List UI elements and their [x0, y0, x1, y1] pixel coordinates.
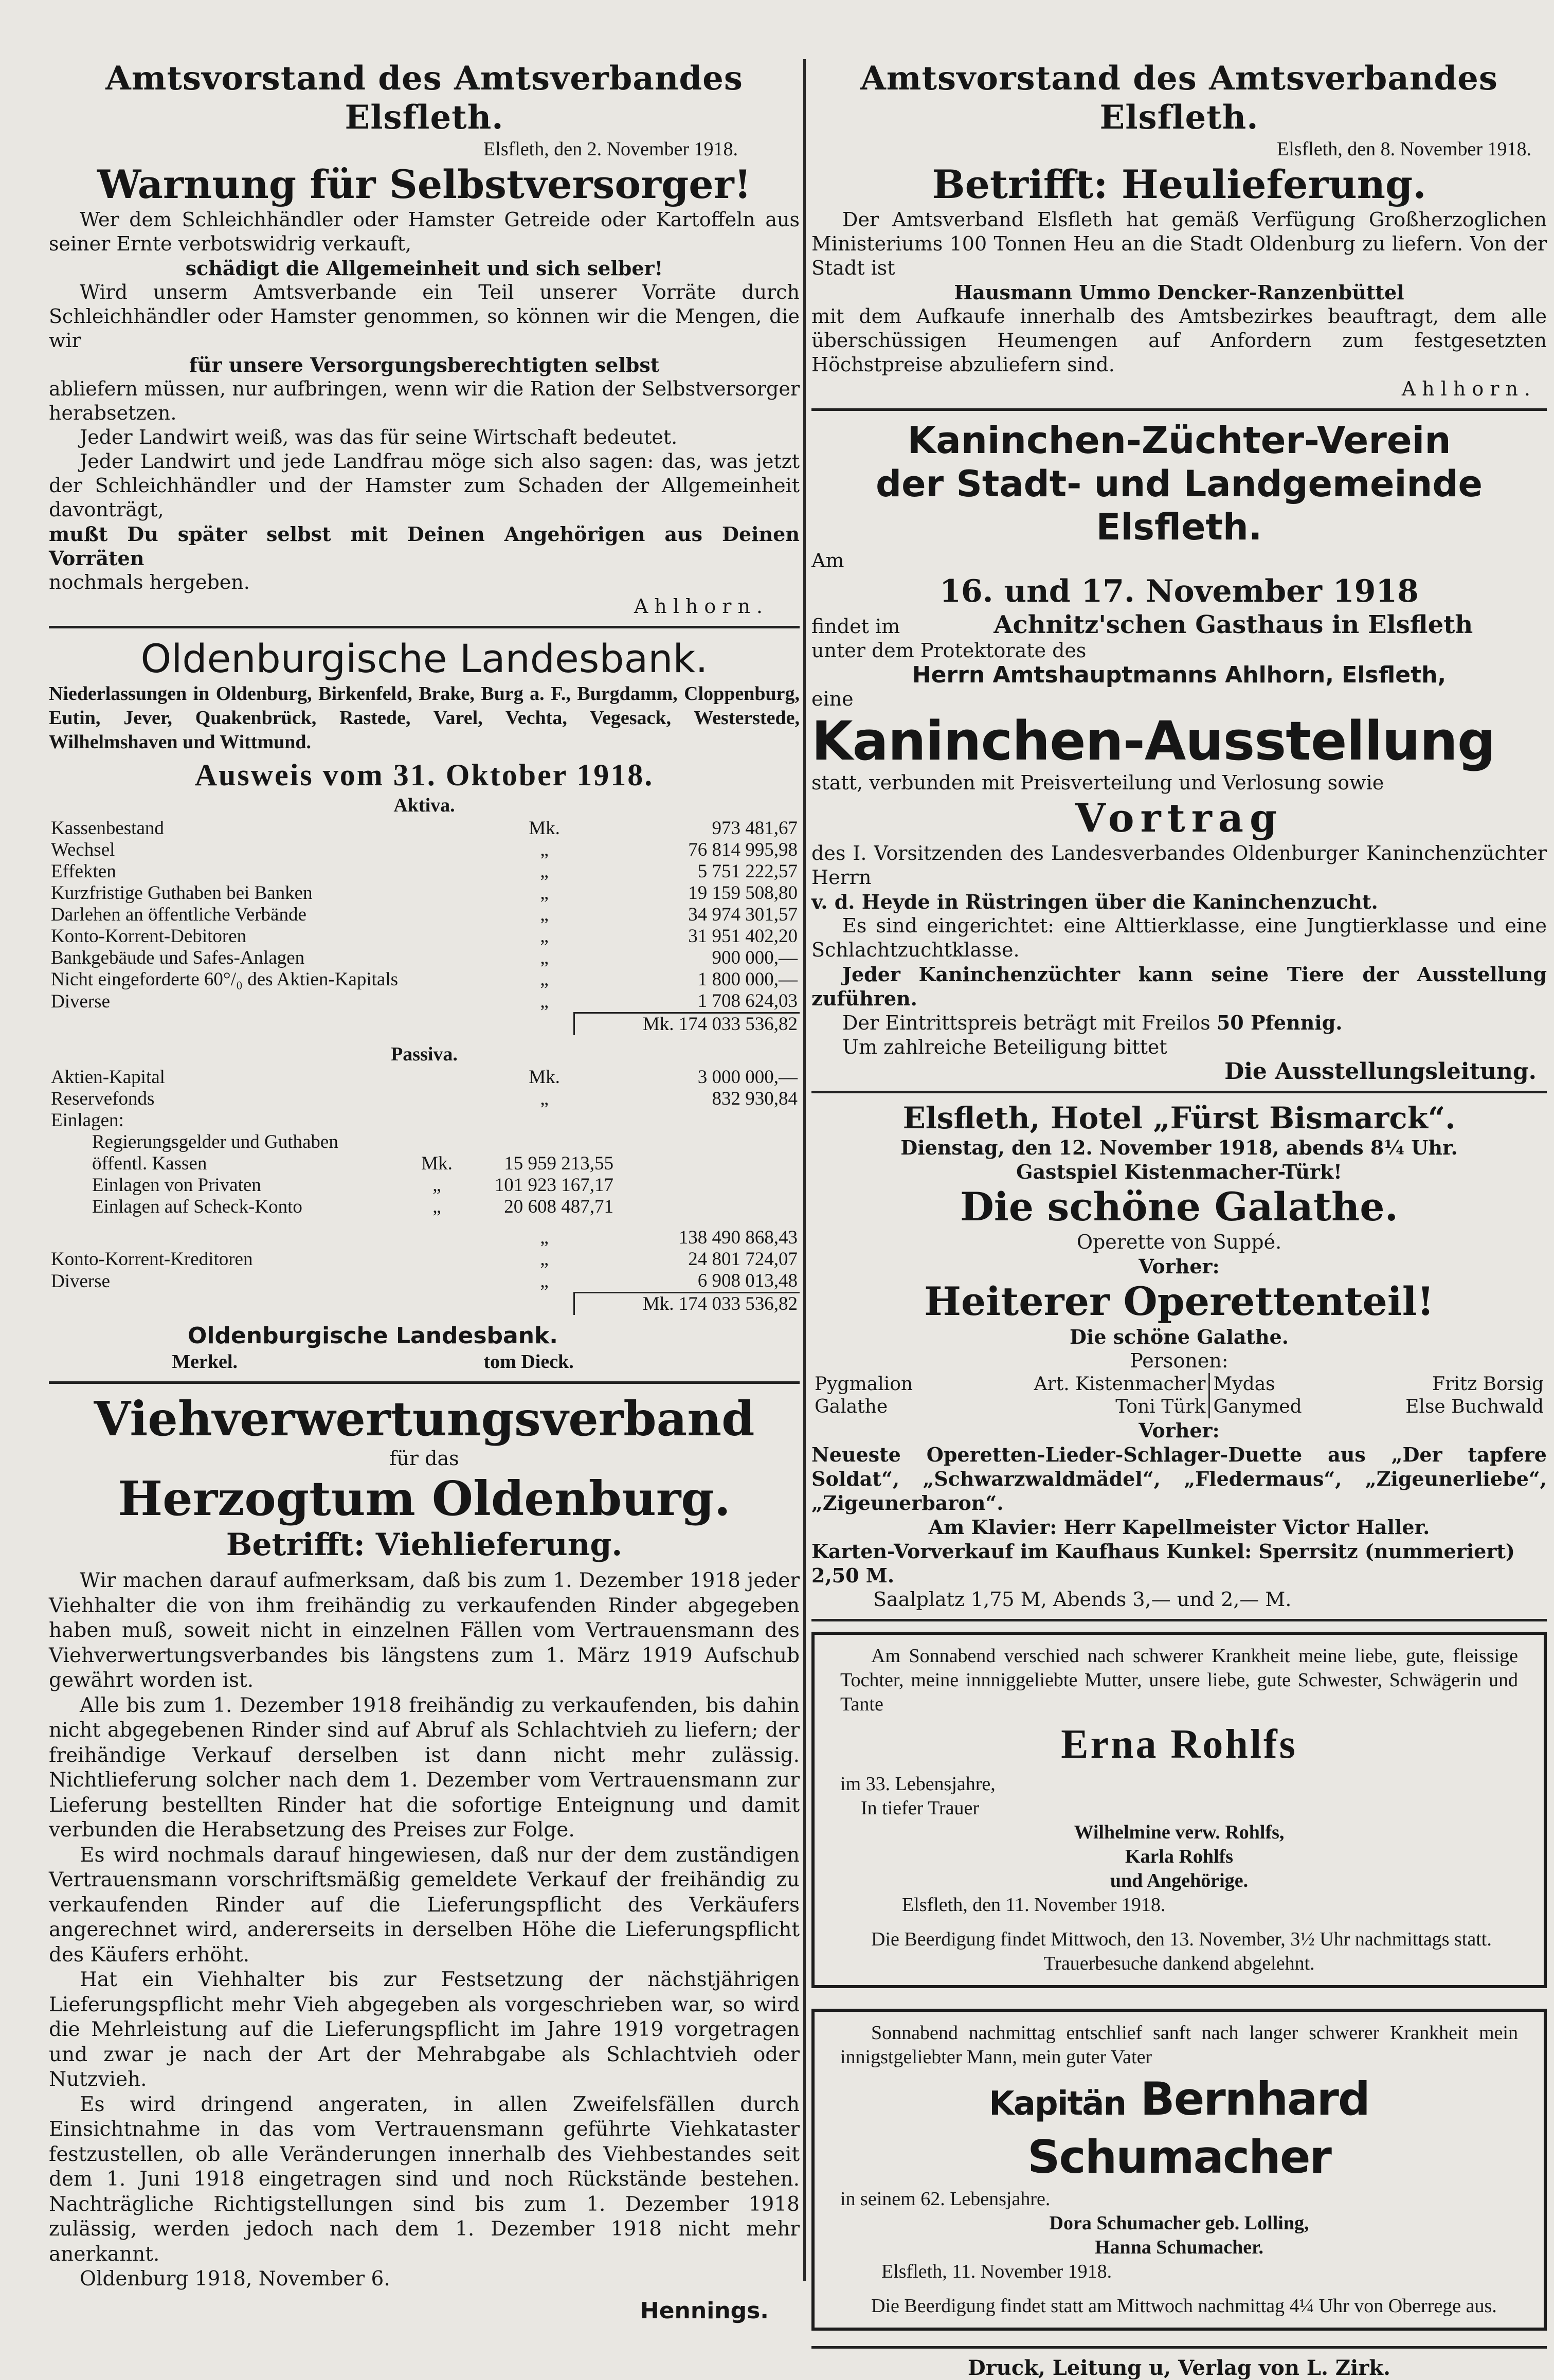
club-subtitle: der Stadt- und Landgemeinde Elsfleth. [876, 463, 1483, 548]
rabbit-text: Es sind eingerichtet: eine Alttierklasse, eine Jungtierklasse und eine Schlachtzuchtklasse. [811, 914, 1547, 961]
ledger-currency: Mk. [421, 1153, 453, 1174]
left-column [49, 59, 800, 2325]
ledger-amount: 15 959 213,55 [504, 1153, 613, 1174]
rabbit-text: findet im [811, 615, 900, 638]
ledger-label [49, 1227, 514, 1249]
ledger-currency: „ [540, 1249, 549, 1270]
rabbit-speaker: v. d. Heyde in Rüstringen über die Kaninchenzucht. [811, 890, 1378, 913]
passiva-total: Mk. 174 033 536,82 [574, 1293, 800, 1315]
ledger-label: Konto-Korrent-Debitoren [51, 926, 247, 947]
vieh-signature: Hennings. [640, 2297, 769, 2324]
cast-role: Ganymed [1213, 1396, 1302, 1417]
rabbit-exhibition-ad [811, 418, 1547, 1084]
ledger-currency [416, 1131, 458, 1153]
aktiva-label: Aktiva. [393, 795, 455, 816]
death-intro: Am Sonnabend verschied nach schwerer Krankheit meine liebe, gute, fleissige Tochter, meine innniggeliebte Mutter, unsere liebe, gute Schwester, Schwägerin und Tante [840, 1645, 1518, 1715]
ledger-currency: „ [540, 969, 549, 990]
notice-line: nochmals hergeben. [49, 571, 250, 593]
vieh-fuer: für das [389, 1447, 459, 1470]
theater-part: Heiterer Operettenteil! [924, 1278, 1434, 1324]
cast-actor: Art. Kistenmacher [959, 1373, 1209, 1396]
section-divider [811, 1091, 1547, 1093]
ledger-row [90, 1153, 616, 1175]
deceased-name: Erna Rohlfs [1061, 1722, 1297, 1767]
theater-play: Die schöne Galathe. [960, 1184, 1399, 1230]
ledger-label: Reservefonds [51, 1088, 155, 1109]
cast-role: Galathe [815, 1396, 888, 1417]
ledger-row [49, 990, 800, 1013]
ledger-label: Kurzfristige Guthaben bei Banken [51, 882, 313, 904]
passiva-bottom-table [49, 1227, 800, 1315]
rabbit-text-bold: Jeder Kaninchenzüchter kann seine Tiere der Ausstellung zuführen. [811, 963, 1547, 1010]
ledger-amount [458, 1131, 616, 1153]
theater-presale: Karten-Vorverkauf im Kaufhaus Kunkel: Sperrsitz (nummeriert) 2,50 M. [811, 1540, 1515, 1587]
ledger-row [49, 926, 800, 947]
section-divider [49, 1381, 800, 1384]
death-place: Elsfleth, den 11. November 1918. [902, 1894, 1166, 1916]
notice-header: Amtsvorstand des Amtsverbandes Elsfleth. [860, 59, 1498, 137]
vieh-paragraph: Alle bis zum 1. Dezember 1918 freihändig zu verkaufenden, bis dahin nicht abgegebenen Rinder sind auf Abruf als Schlachtvieh zu liefern; der freihändige Verkauf derselben ist dann nicht mehr zulässig. Nichtlieferung solcher nach dem 1. Dezember vom Vertrauensmann zur Lieferung bestellten Rinder hat die sofortige Enteignung und damit verbunden die Herabsetzung des Preises zur Folge. [49, 1693, 800, 1842]
bank-signatory: tom Dieck. [483, 1351, 574, 1373]
notice-title: Betrifft: Heulieferung. [932, 161, 1426, 207]
notice-date: Elsfleth, den 2. November 1918. [483, 138, 738, 160]
bank-sign-name: Oldenburgische Landesbank. [187, 1323, 558, 1349]
ledger-label: Wechsel [51, 839, 115, 860]
ledger-label: Regierungsgelder und Guthaben [92, 1131, 338, 1152]
ledger-currency: „ [540, 1088, 549, 1109]
rabbit-patron: Herrn Amtshauptmanns Ahlhorn, Elsfleth, [912, 662, 1447, 688]
exhibition-headline: Kaninchen-Ausstellung [811, 710, 1495, 772]
rabbit-price: 50 Pfennig. [1216, 1011, 1343, 1034]
death-visits: Trauerbesuche dankend abgelehnt. [1043, 1953, 1315, 1974]
section-divider [811, 2346, 1547, 2349]
death-family: Wilhelmine verw. Rohlfs, [1074, 1822, 1285, 1843]
ledger-label: öffentl. Kassen [92, 1153, 207, 1174]
ledger-row [49, 1088, 800, 1110]
notice-line: Jeder Landwirt weiß, was das für seine Wirtschaft bedeutet. [80, 426, 678, 448]
death-funeral: Die Beerdigung findet Mittwoch, den 13. November, 3½ Uhr nachmittags statt. [871, 1928, 1492, 1950]
ledger-amount: 24 801 724,07 [688, 1249, 798, 1270]
death-family: Hanna Schumacher. [1095, 2237, 1263, 2258]
ledger-amount: 3 000 000,— [697, 1067, 798, 1088]
death-family: Dora Schumacher geb. Lolling, [1049, 2212, 1309, 2234]
theater-ad [811, 1101, 1547, 1612]
ledger-currency: „ [540, 882, 549, 904]
ledger-row [49, 861, 800, 882]
column-divider [803, 59, 806, 2281]
bank-signatories [49, 1350, 800, 1374]
ledger-currency: „ [540, 990, 549, 1012]
section-divider [811, 408, 1547, 411]
notice-line-bold: für unsere Versorgungsberechtigten selbst [189, 353, 660, 376]
rabbit-text: des I. Vorsitzenden des Landesverbandes Oldenburger Kaninchenzüchter Herrn [811, 842, 1547, 889]
rabbit-price-line [811, 1011, 1547, 1035]
rabbit-text: statt, verbunden mit Preisverteilung und Verlosung sowie [811, 771, 1384, 794]
notice-line: Wird unserm Amtsverbande ein Teil unserer Vorräte durch Schleichhändler oder Hamster genommen, so können wir die Mengen, die wir [49, 281, 800, 352]
ledger-row [90, 1196, 616, 1218]
ledger-currency: „ [540, 904, 549, 925]
ledger-label: Aktien-Kapital [51, 1067, 165, 1088]
ledger-amount: 832 930,84 [712, 1088, 798, 1109]
ledger-currency: „ [540, 1227, 549, 1248]
viehverwertung-notice [49, 1391, 800, 2325]
notice-line: Jeder Landwirt und jede Landfrau möge sich also sagen: das, was jetzt der Schleichhändler und der Hamster zum Schaden der Allgemeinheit davonträgt, [49, 450, 800, 521]
ledger-label: Nicht eingeforderte 60°/₀ des Aktien-Kapitals [51, 969, 398, 990]
notice-date: Elsfleth, den 8. November 1918. [1277, 138, 1531, 160]
theater-composer: Operette von Suppé. [1076, 1231, 1282, 1253]
cast-row [811, 1396, 1547, 1418]
ledger-row [49, 969, 800, 990]
cast-actor: Else Buchwald [1405, 1396, 1544, 1417]
theater-date: Dienstag, den 12. November 1918, abends 8¼ Uhr. [900, 1136, 1458, 1159]
theater-persons-label: Personen: [1130, 1349, 1228, 1372]
death-family: Karla Rohlfs [1125, 1846, 1234, 1867]
notice-header: Amtsvorstand des Amtsverbandes Elsfleth. [105, 59, 743, 137]
ledger-amount: 900 000,— [712, 947, 798, 968]
printer-imprint: Druck, Leitung u, Verlag von L. Zirk. [968, 2356, 1390, 2380]
bank-title: Oldenburgische Landesbank. [140, 636, 708, 681]
theater-piano: Am Klavier: Herr Kapellmeister Victor Haller. [928, 1516, 1430, 1539]
ledger-row [49, 1067, 800, 1088]
rabbit-text: Der Eintrittspreis beträgt mit Freilos [842, 1012, 1210, 1034]
theater-prices: Saalplatz 1,75 M, Abends 3,— und 2,— M. [873, 1588, 1292, 1611]
ledger-label: Einlagen von Privaten [92, 1175, 261, 1196]
exhibition-dates: 16. und 17. November 1918 [939, 573, 1419, 609]
aktiva-table [49, 818, 800, 1035]
vieh-region: Herzogtum Oldenburg. [118, 1471, 731, 1526]
theater-songs: Neueste Operetten-Lieder-Schlager-Duette aus „Der tapfere Soldat“, „Schwarzwaldmädel“, „Fledermaus“, „Zigeunerliebe“, „Zigeunerbaron“. [811, 1443, 1547, 1514]
ledger-amount: 138 490 868,43 [678, 1227, 798, 1248]
einlagen-label: Einlagen: [51, 1110, 124, 1131]
ledger-currency: „ [540, 1270, 549, 1292]
ledger-currency: „ [540, 926, 549, 947]
ledger-currency: Mk. [529, 1067, 560, 1088]
theater-play2: Die schöne Galathe. [1069, 1325, 1289, 1348]
death-notice-rohlfs [811, 1632, 1547, 1988]
ledger-label: Konto-Korrent-Kreditoren [51, 1249, 253, 1270]
theater-venue: Elsfleth, Hotel „Fürst Bismarck“. [902, 1101, 1456, 1135]
ledger-amount: 19 159 508,80 [688, 882, 798, 904]
theater-guest: Gastspiel Kistenmacher-Türk! [1016, 1160, 1342, 1183]
ledger-amount: 973 481,67 [712, 818, 798, 839]
ledger-row [49, 947, 800, 969]
right-column [811, 59, 1547, 2380]
death-place: Elsfleth, 11. November 1918. [881, 2261, 1112, 2282]
ledger-row [49, 1270, 800, 1293]
passiva-label: Passiva. [391, 1043, 458, 1065]
rabbit-text: unter dem Protektorate des [811, 639, 1087, 662]
ledger-row [49, 882, 800, 904]
passiva-table [49, 1067, 800, 1131]
vieh-place-date: Oldenburg 1918, November 6. [80, 2267, 390, 2291]
section-divider [49, 626, 800, 628]
notice-line-bold: mußt Du später selbst mit Deinen Angehörigen aus Deinen Vorräten [49, 522, 800, 570]
death-funeral: Die Beerdigung findet statt am Mittwoch nachmittag 4¼ Uhr von Oberrege aus. [871, 2295, 1497, 2317]
cast-role: Mydas [1213, 1374, 1275, 1395]
ledger-amount: 31 951 402,20 [688, 926, 798, 947]
death-age: im 33. Lebensjahre, [840, 1773, 996, 1795]
notice-text: mit dem Aufkaufe innerhalb des Amtsbezirkes beauftragt, dem alle überschüssigen Heumengen auf Anfordern zum festgesetzten Höchstpreise abzuliefern sind. [811, 305, 1547, 376]
ledger-row [90, 1175, 616, 1196]
ledger-label: Bankgebäude und Safes-Anlagen [51, 947, 305, 968]
rabbit-venue-line [811, 610, 1547, 639]
rabbit-venue: Achnitz'schen Gasthaus in Elsfleth [993, 610, 1473, 639]
cast-table [811, 1373, 1547, 1418]
notice-signature: Ahlhorn. [1401, 377, 1537, 400]
ledger-amount: 76 814 995,98 [688, 839, 798, 860]
deceased-name-line [840, 2072, 1518, 2184]
ledger-amount: 1 708 624,03 [697, 990, 798, 1012]
deceased-title: Kapitän [989, 2085, 1126, 2123]
notice-signature: Ahlhorn. [634, 595, 769, 618]
club-name: Kaninchen-Züchter-Verein [907, 419, 1451, 462]
cast-actor: Fritz Borsig [1432, 1374, 1544, 1395]
ledger-label: Effekten [51, 861, 116, 882]
notice-text: Der Amtsverband Elsfleth hat gemäß Verfügung Großherzoglichen Ministeriums 100 Tonnen Heu an die Stadt Oldenburg zu liefern. Von der Stadt ist [811, 208, 1547, 279]
ledger-amount: 5 751 222,57 [697, 861, 798, 882]
notice-title: Warnung für Selbstversorger! [97, 161, 751, 207]
vieh-paragraph: Hat ein Viehhalter bis zur Festsetzung der nächstjährigen Lieferungspflicht mehr Vieh abgegeben als vorgeschrieben war, so wird die Mehrleistung auf die Lieferungspflicht im Jahre 1919 vorgetragen und zwar je nach der Art der Mehrabgabe als Schlachtvieh oder Nutzvieh. [49, 1968, 800, 2091]
rabbit-text: eine [811, 688, 854, 710]
notice-person: Hausmann Ummo Dencker-Ranzenbüttel [954, 281, 1404, 304]
ledger-currency: „ [432, 1175, 441, 1196]
ledger-row [49, 904, 800, 926]
cast-row [811, 1373, 1547, 1396]
death-mourning: In tiefer Trauer [861, 1797, 980, 1819]
bank-signatory: Merkel. [172, 1351, 238, 1373]
ledger-row [49, 839, 800, 861]
einlagen-table [90, 1131, 616, 1218]
ledger-amount: 101 923 167,17 [494, 1175, 613, 1196]
aktiva-total: Mk. 174 033 536,82 [574, 1013, 800, 1036]
ledger-label: Diverse [51, 1270, 111, 1292]
theater-vorher: Vorher: [1139, 1255, 1220, 1278]
ledger-label: Diverse [51, 990, 111, 1012]
notice-line-bold: schädigt die Allgemeinheit und sich selber! [185, 257, 663, 280]
vieh-paragraph: Es wird dringend angeraten, in allen Zweifelsfällen durch Einsichtnahme in das vom Vertrauensmann geführte Viehkataster festzustellen, ob alle Veränderungen innerhalb des Viehbestandes seit dem 1. Juni 1918 eingetragen sind und noch Rückstände bestehen. Nachträgliche Richtigstellungen sind bis zum 1. Dezember 1918 zulässig, werden jedoch nach dem 1. Dezember 1918 nicht mehr anerkannt. [49, 2093, 800, 2266]
ledger-amount: 6 908 013,48 [697, 1270, 798, 1291]
notice-line: abliefern müssen, nur aufbringen, wenn wir die Ration der Selbstversorger herabsetzen. [49, 377, 800, 424]
vieh-paragraph: Wir machen darauf aufmerksam, daß bis zum 1. Dezember 1918 jeder Viehhalter die von ihm freihändig zu verkaufenden Rinder abgegeben haben muß, soweit nicht in einzelnen Fällen vom Vertrauensmann des Viehverwertungsverbandes bis längstens zum 1. März 1919 Aufschub gewährt worden ist. [49, 1569, 800, 1692]
theater-nachher: Vorher: [1139, 1419, 1220, 1442]
ledger-currency: „ [432, 1196, 441, 1217]
ledger-row [49, 818, 800, 839]
ledger-label: Kassenbestand [51, 818, 164, 839]
ledger-label: Einlagen auf Scheck-Konto [92, 1196, 302, 1217]
vieh-title: Viehverwertungsverband [94, 1391, 755, 1447]
ledger-amount: 1 800 000,— [697, 969, 798, 990]
ledger-label: Darlehen an öffentliche Verbände [51, 904, 306, 925]
ledger-row [49, 1227, 800, 1249]
lecture-heading: Vortrag [1075, 795, 1284, 841]
rabbit-text: Um zahlreiche Beteiligung bittet [842, 1036, 1167, 1058]
ledger-row [90, 1131, 616, 1153]
death-family: und Angehörige. [1110, 1870, 1249, 1891]
ledger-currency: Mk. [529, 818, 560, 839]
ledger-amount: 34 974 301,57 [688, 904, 798, 925]
vieh-paragraph: Es wird nochmals darauf hingewiesen, daß nur der dem zuständigen Vertrauensmann vorschriftsmäßig gemeldete Verkauf der freihändig zu verkaufenden Rinder auf die Lieferungspflicht des Verkäufers angerechnet wird, andererseits in derselben Höhe die Lieferungspflicht des Käufers erhöht. [49, 1843, 800, 1967]
bank-statement-title: Ausweis vom 31. Oktober 1918. [194, 758, 654, 792]
rabbit-am: Am [811, 549, 844, 572]
cast-role: Pygmalion [815, 1374, 913, 1395]
bank-branches: Niederlassungen in Oldenburg, Birkenfeld, Brake, Burg a. F., Burgdamm, Cloppenburg, Eutin, Jever, Quakenbrück, Rastede, Varel, Vechta, Vegesack, Westerstede, Wilhelmshaven und Wittmund. [49, 683, 800, 753]
death-age: in seinem 62. Lebensjahre. [840, 2188, 1051, 2210]
notice-line: Wer dem Schleichhändler oder Hamster Getreide oder Kartoffeln aus seiner Ernte verbotswidrig verkauft, [49, 208, 800, 255]
death-notice-schumacher [811, 2009, 1547, 2331]
cast-actor: Toni Türk [959, 1396, 1209, 1418]
bank-statement [49, 636, 800, 1374]
vieh-subject: Betrifft: Viehlieferung. [226, 1527, 623, 1563]
section-divider [811, 1619, 1547, 1621]
death-intro: Sonnabend nachmittag entschlief sanft nach langer schwerer Krankheit mein innigstgeliebter Mann, mein guter Vater [840, 2022, 1518, 2068]
ledger-currency: „ [540, 947, 549, 968]
ledger-amount: 20 608 487,71 [504, 1196, 613, 1217]
deceased-name: Bernhard Schumacher [1027, 2072, 1369, 2184]
ledger-currency: „ [540, 861, 549, 882]
ledger-currency: „ [540, 839, 549, 860]
notice-heulieferung [811, 59, 1547, 401]
notice-selbstversorger [49, 59, 800, 619]
rabbit-signature: Die Ausstellungsleitung. [1224, 1058, 1537, 1085]
ledger-row [49, 1249, 800, 1270]
